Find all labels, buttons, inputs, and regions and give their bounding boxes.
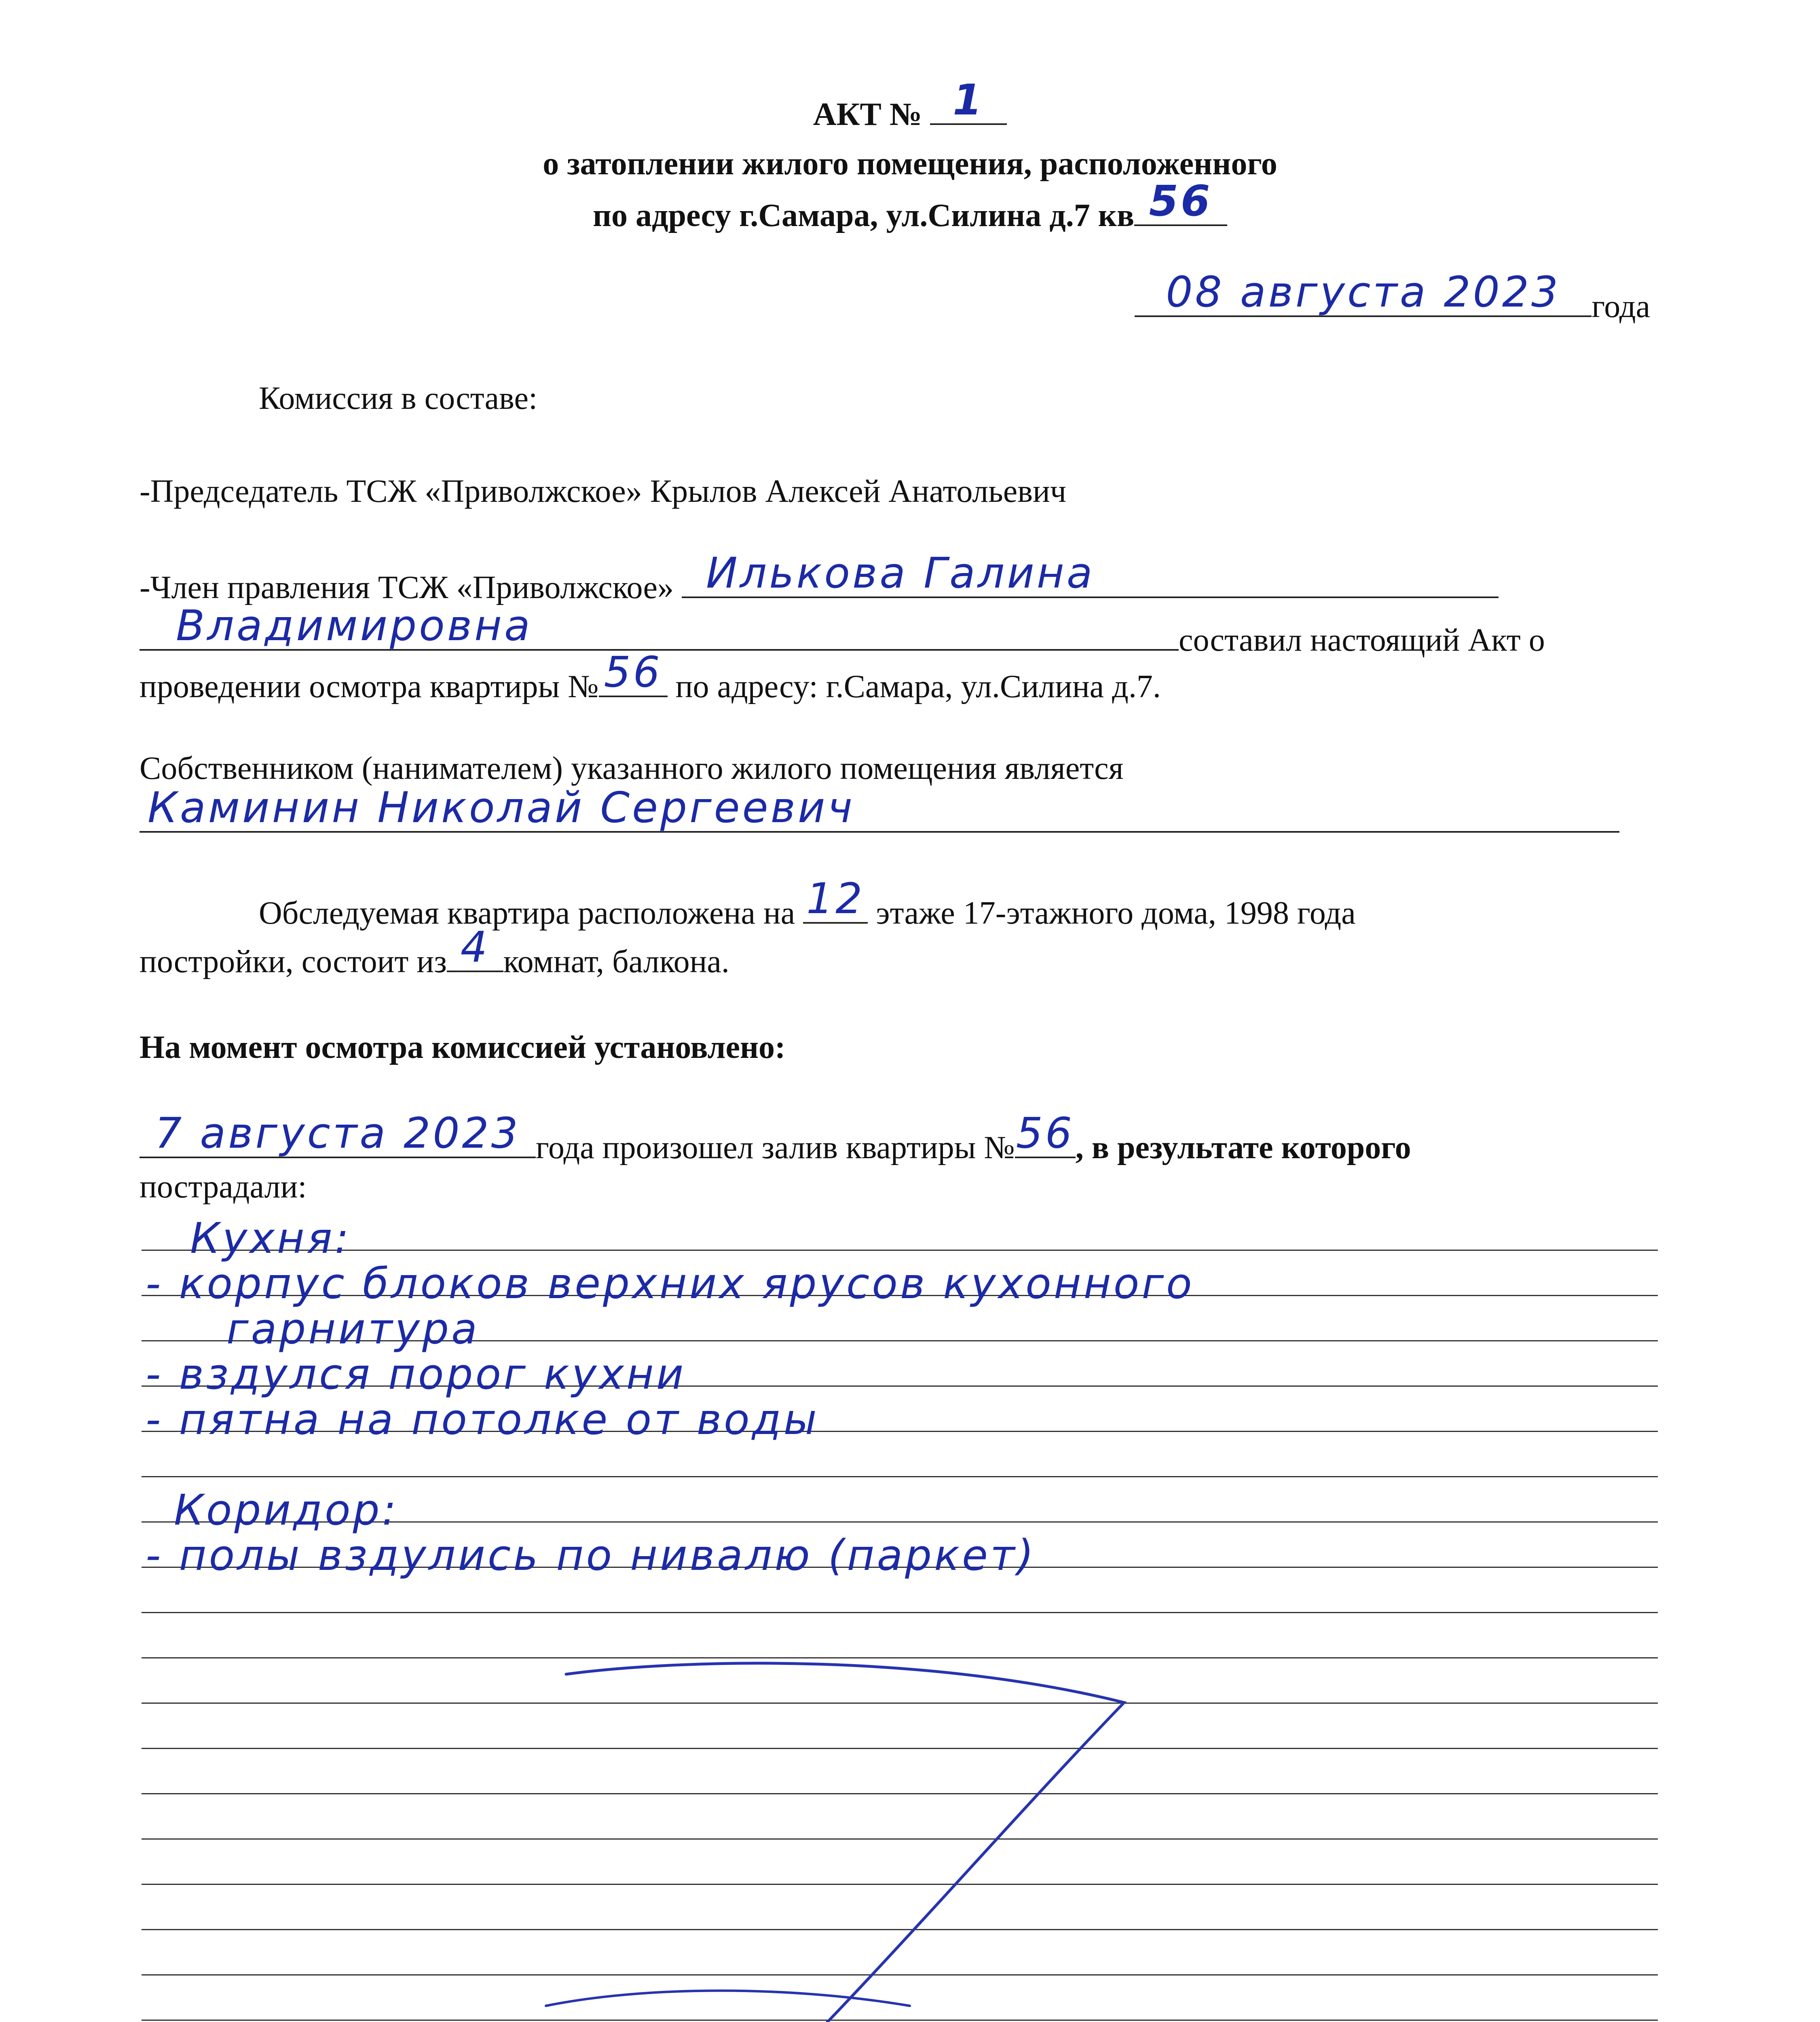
- findings-middle: года произошел залив квартиры №: [536, 1130, 1015, 1165]
- member-name-1: Илькова Галина: [706, 548, 1095, 598]
- rooms-suffix: комнат, балкона.: [503, 944, 729, 979]
- floor-value: 12: [806, 874, 865, 923]
- rooms-value: 4: [460, 922, 490, 972]
- inspection-prefix: проведении осмотра квартиры №: [140, 669, 599, 704]
- inspection-suffix: по адресу: г.Самара, ул.Силина д.7.: [675, 669, 1161, 704]
- finding-line: - вздулся порог кухни: [146, 1349, 686, 1399]
- rooms-prefix: постройки, состоит из: [140, 944, 447, 979]
- findings-heading: На момент осмотра комиссией установлено:: [140, 1030, 786, 1065]
- findings-apartment: 56: [1016, 1108, 1074, 1158]
- member-name-2: Владимировна: [176, 601, 533, 650]
- finding-line: - полы вздулись по нивалю (паркет): [146, 1531, 1036, 1580]
- finding-line: - корпус блоков верхних ярусов кухонного: [146, 1259, 1194, 1308]
- findings-suffix: , в результате которого: [1075, 1130, 1411, 1165]
- act-date-suffix: года: [1592, 289, 1650, 324]
- inspection-apartment: 56: [604, 647, 662, 697]
- act-date-value: 08 августа 2023: [1166, 267, 1561, 317]
- compiled-text: составил настоящий Акт о: [1179, 622, 1545, 658]
- finding-line: Кухня:: [190, 1214, 351, 1263]
- owner-name: Каминин Николай Сергеевич: [148, 783, 855, 832]
- act-number: 1: [953, 75, 985, 125]
- finding-line: Коридор:: [174, 1485, 399, 1535]
- findings-line2: пострадали:: [140, 1169, 307, 1205]
- owner-label: Собственником (нанимателем) указанного жилого помещения является: [140, 751, 1124, 786]
- act-subtitle: о затоплении жилого помещения, расположенного: [543, 146, 1277, 182]
- findings-date: 7 августа 2023: [155, 1108, 520, 1158]
- finding-line: - пятна на потолке от воды: [146, 1395, 819, 1444]
- commission-chairman: -Председатель ТСЖ «Приволжское» Крылов Алексей Анатольевич: [140, 474, 1067, 509]
- floor-prefix: Обследуемая квартира расположена на: [259, 895, 795, 931]
- act-apartment: 56: [1149, 176, 1213, 226]
- finding-line: гарнитура: [226, 1304, 480, 1354]
- floor-middle: этаже 17-этажного дома, 1998 года: [876, 895, 1356, 931]
- member-label: -Член правления ТСЖ «Приволжское»: [140, 570, 674, 605]
- act-address-text: по адресу г.Самара, ул.Силина д.7 кв: [592, 198, 1135, 233]
- commission-intro: Комиссия в составе:: [259, 381, 538, 416]
- act-label: АКТ №: [813, 97, 922, 132]
